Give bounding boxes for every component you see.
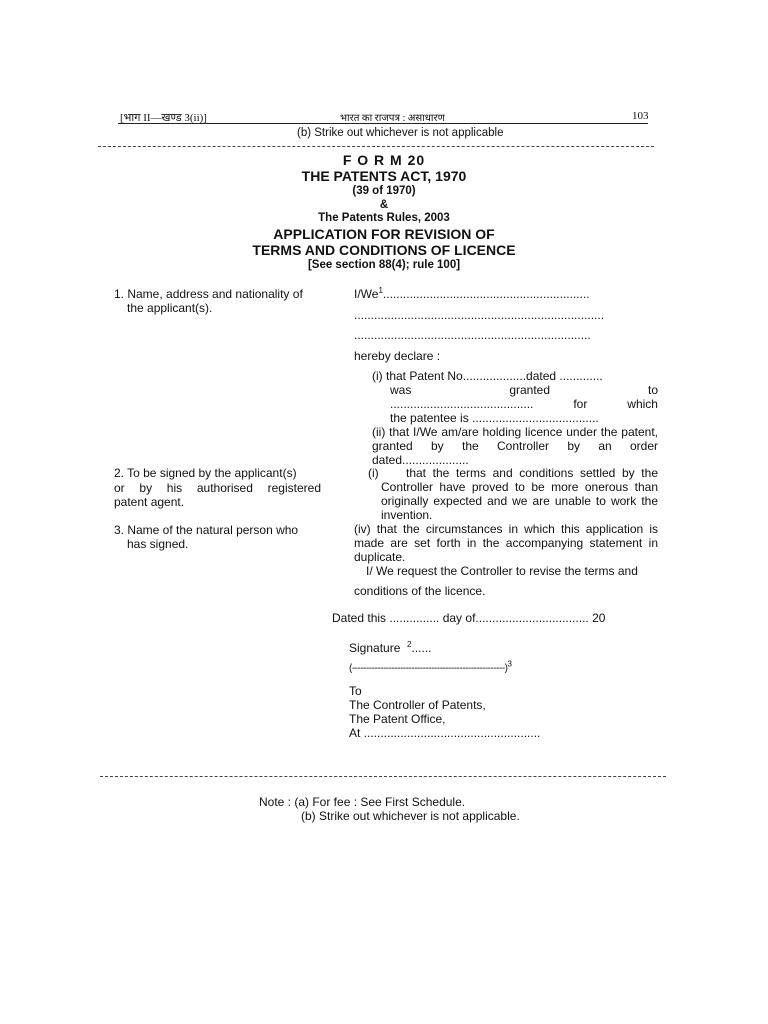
act-number: (39 of 1970)	[352, 185, 416, 197]
name-bracket-line	[349, 659, 512, 674]
clause-iv: (iv) that the circumstances in which this application is made are set forth in the accompanying statement in duplicate.	[354, 522, 658, 564]
clause-i-dots: ...........................................	[390, 397, 534, 411]
page-number: 103	[632, 110, 649, 122]
rules-title: The Patents Rules, 2003	[318, 212, 450, 224]
iwe-label: I/We	[354, 287, 379, 301]
clause-i-line1: (i) that Patent No...................dated .............	[372, 369, 603, 383]
which-word: which	[627, 397, 658, 411]
clause-ii: (ii) that I/We am/are holding licence under the patent, granted by the Controller by an order dated....................	[372, 425, 658, 467]
clause-i-line4: the patentee is ......................................	[390, 411, 599, 425]
bottom-divider	[100, 776, 666, 777]
footnote-2-marker: 2	[407, 640, 412, 649]
footnote-1-marker: 1	[378, 286, 383, 295]
top-divider	[98, 146, 654, 147]
address-line2: The Patent Office,	[349, 712, 446, 726]
clause-i-line2	[390, 383, 658, 397]
section-reference: [See section 88(4); rule 100]	[307, 259, 461, 271]
applicant-name-field	[354, 287, 590, 301]
heading-line2: TERMS AND CONDITIONS OF LICENCE	[252, 242, 516, 258]
granted-word: granted	[509, 383, 551, 397]
ampersand: &	[379, 199, 389, 211]
signature-dots: ......	[411, 641, 432, 655]
item1-label-line2: the applicant(s).	[127, 301, 213, 315]
to-word: to	[647, 383, 658, 397]
act-title: THE PATENTS ACT, 1970	[301, 168, 467, 184]
clause-iii-number: (i)	[368, 466, 379, 480]
signature-line	[349, 641, 432, 655]
name-bracket: (------------------------------------------------------)	[349, 663, 508, 674]
iwe-dots: ..............................................................	[382, 287, 590, 301]
signature-label: Signature	[349, 641, 401, 655]
item2-label-line3: patent agent.	[114, 495, 185, 509]
to-label: To	[349, 684, 362, 698]
note-line1: Note : (a) For fee : See First Schedule.	[259, 795, 466, 809]
item2-label-line2: or by his authorised registered	[114, 481, 321, 495]
footnote-3-marker: 3	[507, 659, 512, 669]
item3-label-line1: 3. Name of the natural person who	[114, 523, 299, 537]
form-number: F O R M 20	[342, 152, 426, 168]
dated-line: Dated this ............... day of.................................. 20	[332, 611, 606, 625]
top-note: (b) Strike out whichever is not applicable	[297, 127, 504, 139]
item1-label-line1: 1. Name, address and nationality of	[114, 287, 303, 301]
item2-label-line1: 2. To be signed by the applicant(s)	[114, 466, 297, 480]
header-part-label: [भाग II—खण्ड 3(ii)]	[120, 112, 207, 124]
declare-text: hereby declare :	[354, 349, 441, 363]
note-line2: (b) Strike out whichever is not applicable.	[301, 809, 520, 823]
request-line1: I/ We request the Controller to revise the terms and	[366, 564, 638, 578]
was-word: was	[390, 383, 412, 397]
header-gazette-title: भारत का राजपत्र : असाधारण	[340, 113, 445, 124]
clause-i-line3	[390, 397, 658, 411]
item3-label-line2: has signed.	[127, 537, 189, 551]
address-at-line: At .....................................................	[349, 726, 541, 740]
header-rule	[118, 123, 648, 124]
heading-line1: APPLICATION FOR REVISION OF	[273, 226, 495, 242]
address-dots-line2: ...........................................................................	[354, 308, 605, 322]
request-line2: conditions of the licence.	[354, 584, 486, 598]
for-word: for	[573, 397, 588, 411]
address-line1: The Controller of Patents,	[349, 698, 486, 712]
clause-iii-text: that the terms and conditions settled by the Controller have proved to be more onerous than originally expected and we are unable to work the invention.	[381, 466, 658, 522]
address-dots-line3: .......................................................................	[354, 328, 591, 342]
